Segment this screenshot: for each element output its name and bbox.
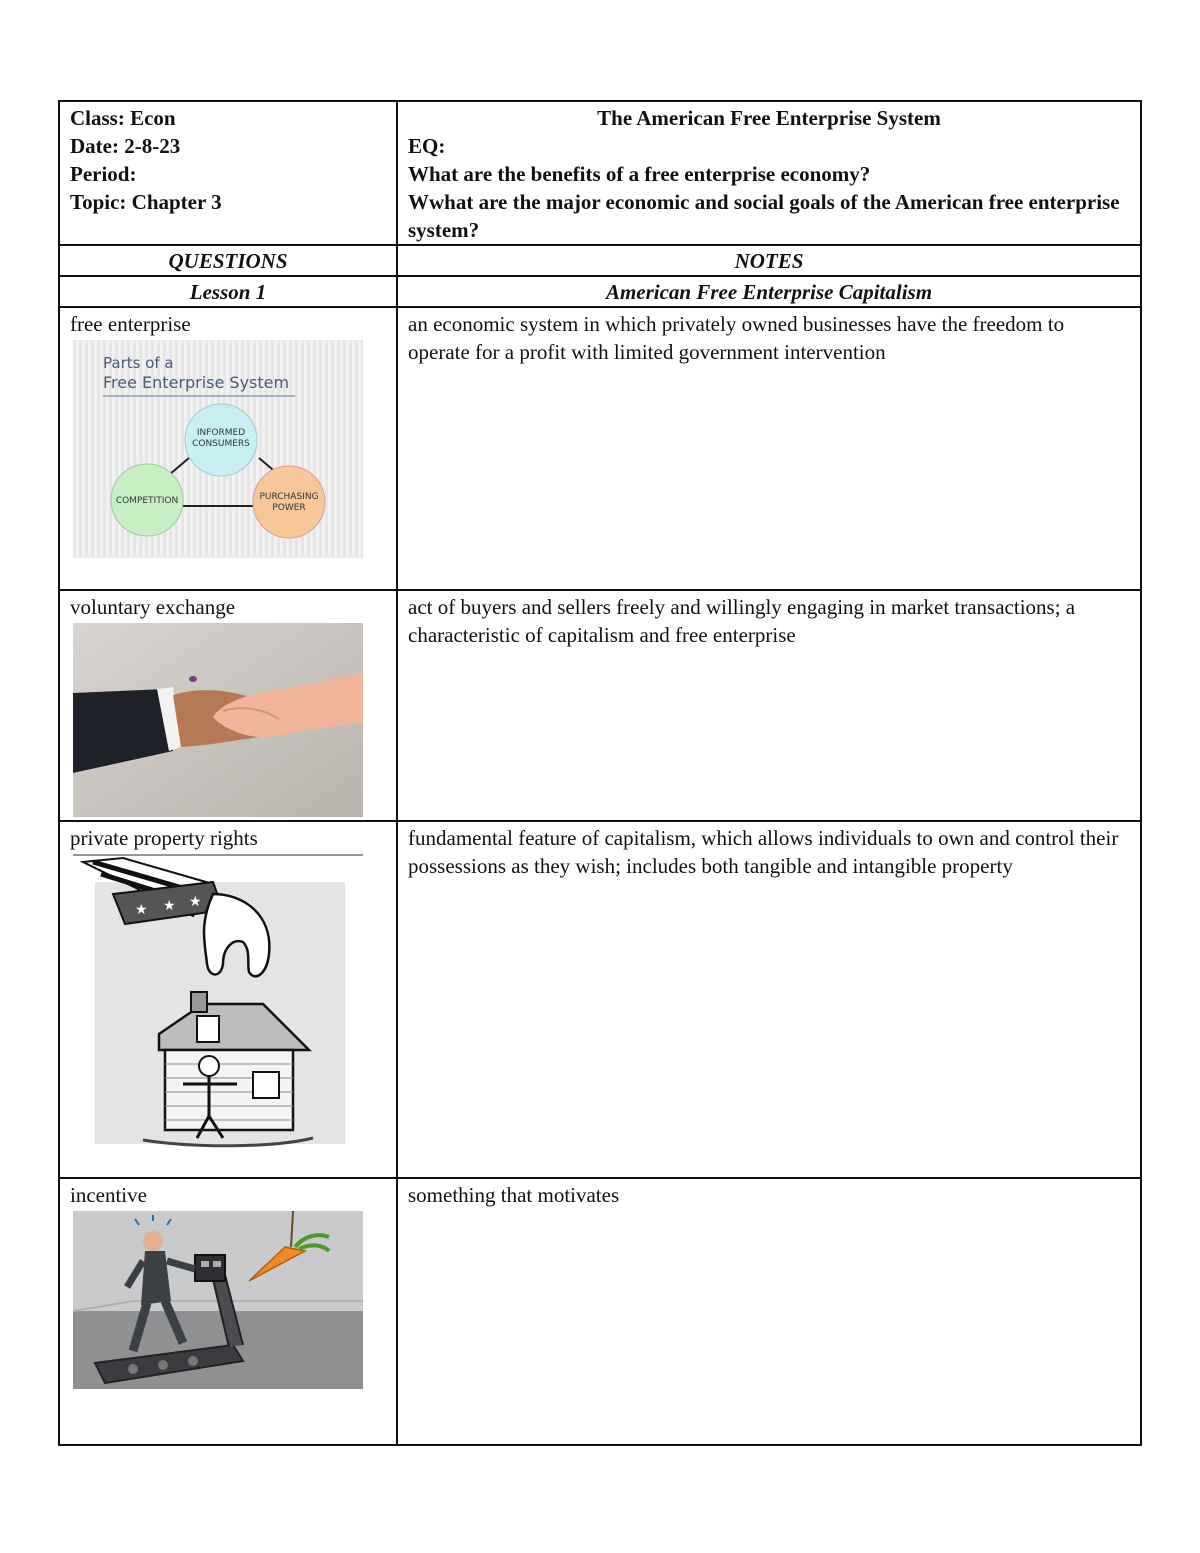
svg-text:★: ★: [163, 898, 176, 914]
notes-cell: [397, 590, 1141, 821]
question-cell: [59, 821, 397, 1178]
essential-question-2: Wwhat are the major economic and social goals of the American free enterprise system?: [408, 190, 1120, 242]
questions-column-header: QUESTIONS: [59, 245, 397, 276]
definition-text: something that motivates: [408, 1183, 620, 1207]
topic-label: Topic: Chapter 3: [70, 190, 222, 214]
property-cartoon-image: [73, 854, 363, 1154]
notes-cell: [397, 307, 1141, 590]
question-cell: [59, 1178, 397, 1445]
period-label: Period:: [70, 162, 137, 186]
handshake-image: [73, 623, 363, 817]
diagram-title-line-1: Parts of a: [103, 354, 174, 372]
term-label: voluntary exchange: [70, 595, 236, 619]
svg-text:★: ★: [135, 902, 148, 918]
eq-label: EQ:: [408, 134, 446, 158]
node-informed: INFORMED: [196, 428, 246, 438]
node-power: POWER: [272, 503, 306, 513]
definition-text: fundamental feature of capitalism, which allows individuals to own and control their possessions as they wish; includes both tangible and intangible property: [408, 826, 1119, 878]
essential-question-1: What are the benefits of a free enterprise economy?: [408, 162, 871, 186]
section-heading: American Free Enterprise Capitalism: [397, 276, 1141, 307]
notes-cell: [397, 821, 1141, 1178]
definition-text: an economic system in which privately owned businesses have the freedom to operate for a profit with limited government intervention: [408, 312, 1065, 364]
svg-text:★: ★: [189, 894, 202, 910]
treadmill-carrot-image: [73, 1211, 363, 1389]
question-cell: [59, 590, 397, 821]
term-label: incentive: [70, 1183, 147, 1207]
node-consumers: CONSUMERS: [192, 439, 250, 449]
notes-table: [58, 100, 1142, 1446]
question-cell: [59, 307, 397, 590]
node-purchasing: PURCHASING: [259, 492, 319, 502]
purchasing-power-node: [253, 466, 325, 538]
definition-text: act of buyers and sellers freely and willingly engaging in market transactions; a characteristic of capitalism and free enterprise: [408, 595, 1076, 647]
term-label: free enterprise: [70, 312, 191, 336]
class-label: Class: Econ: [70, 106, 176, 130]
header-title-cell: [397, 101, 1141, 245]
date-label: Date: 2-8-23: [70, 134, 181, 158]
lesson-label: Lesson 1: [59, 276, 397, 307]
header-info-cell: [59, 101, 397, 245]
page-title: The American Free Enterprise System: [597, 106, 941, 130]
node-competition: COMPETITION: [115, 496, 179, 506]
notes-cell: [397, 1178, 1141, 1445]
term-label: private property rights: [70, 826, 258, 850]
notes-column-header: NOTES: [397, 245, 1141, 276]
free-enterprise-diagram: [73, 340, 363, 558]
diagram-title-line-2: Free Enterprise System: [103, 373, 290, 392]
